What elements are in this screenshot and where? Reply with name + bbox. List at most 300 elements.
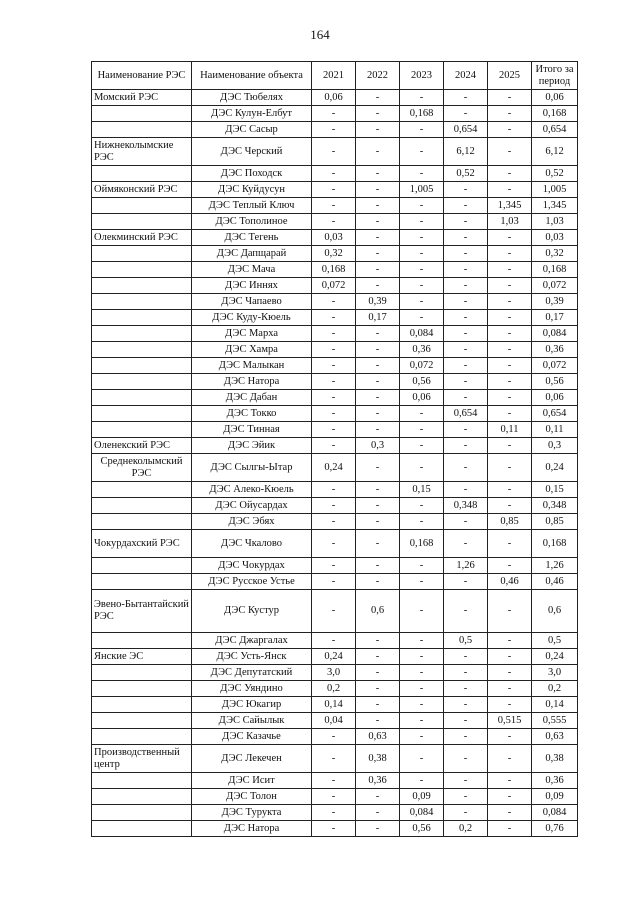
year-value-cell: - [400,558,444,574]
year-value-cell: 0,52 [444,166,488,182]
year-value-cell: - [312,374,356,390]
res-name-cell [92,342,192,358]
year-value-cell: - [312,633,356,649]
table-row [92,90,578,106]
year-value-cell: - [488,821,532,837]
year-value-cell: - [312,166,356,182]
table-row [92,182,578,198]
total-cell: 0,46 [532,574,578,590]
total-cell: 0,2 [532,681,578,697]
year-value-cell: - [488,697,532,713]
year-value-cell: - [488,590,532,633]
object-name-cell: ДЭС Теплый Ключ [192,198,312,214]
year-value-cell: - [312,498,356,514]
year-value-cell: - [444,422,488,438]
header-cell: 2022 [356,62,400,90]
object-name-cell: ДЭС Эбях [192,514,312,530]
year-value-cell: - [400,681,444,697]
object-name-cell: ДЭС Уяндино [192,681,312,697]
object-name-cell: ДЭС Сасыр [192,122,312,138]
year-value-cell: - [444,697,488,713]
res-name-cell [92,390,192,406]
year-value-cell: - [312,358,356,374]
table-row [92,278,578,294]
total-cell: 0,072 [532,278,578,294]
total-cell: 0,24 [532,649,578,665]
res-name-cell: Чокурдахский РЭС [92,530,192,558]
year-value-cell: 0,03 [312,230,356,246]
table-row [92,805,578,821]
res-name-cell [92,214,192,230]
year-value-cell: - [400,665,444,681]
year-value-cell: - [356,805,400,821]
year-value-cell: - [356,262,400,278]
object-name-cell: ДЭС Тополиное [192,214,312,230]
year-value-cell: - [312,590,356,633]
year-value-cell: - [356,342,400,358]
year-value-cell: - [444,454,488,482]
year-value-cell: - [400,294,444,310]
table-row [92,214,578,230]
year-value-cell: 0,11 [488,422,532,438]
year-value-cell: 0,36 [400,342,444,358]
table-row [92,773,578,789]
year-value-cell: 0,09 [400,789,444,805]
table-row [92,665,578,681]
year-value-cell: - [356,713,400,729]
object-name-cell: ДЭС Натора [192,821,312,837]
table-row [92,729,578,745]
year-value-cell: - [488,166,532,182]
year-value-cell: 0,2 [312,681,356,697]
year-value-cell: 0,2 [444,821,488,837]
year-value-cell: 0,6 [356,590,400,633]
table-row [92,574,578,590]
table-header-row [92,62,578,90]
object-name-cell: ДЭС Исит [192,773,312,789]
res-name-cell: Момский РЭС [92,90,192,106]
year-value-cell: 0,04 [312,713,356,729]
year-value-cell: - [488,310,532,326]
total-cell: 0,52 [532,166,578,182]
year-value-cell: 0,85 [488,514,532,530]
table-row [92,789,578,805]
object-name-cell: ДЭС Ойусардах [192,498,312,514]
year-value-cell: 3,0 [312,665,356,681]
table-row [92,230,578,246]
year-value-cell: - [488,805,532,821]
year-value-cell: - [312,182,356,198]
year-value-cell: - [444,590,488,633]
year-value-cell: - [312,530,356,558]
table-row [92,633,578,649]
header-cell: 2024 [444,62,488,90]
year-value-cell: - [400,138,444,166]
res-name-cell [92,406,192,422]
year-value-cell: - [488,530,532,558]
res-name-cell [92,713,192,729]
year-value-cell: 0,32 [312,246,356,262]
object-name-cell: ДЭС Натора [192,374,312,390]
table-row [92,198,578,214]
res-name-cell: Нижнеколымскиe РЭС [92,138,192,166]
res-name-cell: Среднеколымский РЭС [92,454,192,482]
year-value-cell: 0,654 [444,122,488,138]
header-cell: Наименование объекта [192,62,312,90]
year-value-cell: - [356,214,400,230]
total-cell: 3,0 [532,665,578,681]
table-row [92,649,578,665]
total-cell: 0,06 [532,90,578,106]
year-value-cell: - [400,230,444,246]
year-value-cell: 1,26 [444,558,488,574]
total-cell: 0,084 [532,326,578,342]
total-cell: 0,168 [532,530,578,558]
year-value-cell: 1,345 [488,198,532,214]
year-value-cell: - [488,246,532,262]
table-row [92,498,578,514]
object-name-cell: ДЭС Эйик [192,438,312,454]
year-value-cell: - [444,745,488,773]
table-row [92,530,578,558]
year-value-cell: - [312,294,356,310]
year-value-cell: - [444,438,488,454]
year-value-cell: - [488,90,532,106]
res-name-cell [92,482,192,498]
object-name-cell: ДЭС Тинная [192,422,312,438]
total-cell: 0,56 [532,374,578,390]
year-value-cell: 0,3 [356,438,400,454]
table-row [92,138,578,166]
year-value-cell: 0,515 [488,713,532,729]
total-cell: 0,072 [532,358,578,374]
table-row [92,262,578,278]
res-name-cell [92,246,192,262]
year-value-cell: 0,38 [356,745,400,773]
year-value-cell: - [444,514,488,530]
year-value-cell: - [488,789,532,805]
year-value-cell: - [312,390,356,406]
year-value-cell: - [400,310,444,326]
year-value-cell: - [312,729,356,745]
total-cell: 1,26 [532,558,578,574]
year-value-cell: 0,06 [312,90,356,106]
year-value-cell: - [444,729,488,745]
table-row [92,422,578,438]
year-value-cell: 0,36 [356,773,400,789]
res-name-cell [92,773,192,789]
table-row [92,374,578,390]
object-name-cell: ДЭС Тегень [192,230,312,246]
year-value-cell: - [444,681,488,697]
res-name-cell [92,198,192,214]
total-cell: 0,168 [532,106,578,122]
year-value-cell: - [312,745,356,773]
year-value-cell: 0,56 [400,374,444,390]
year-value-cell: - [488,665,532,681]
year-value-cell: - [356,182,400,198]
object-name-cell: ДЭС Чокурдах [192,558,312,574]
header-cell: 2025 [488,62,532,90]
year-value-cell: - [312,805,356,821]
year-value-cell: - [400,90,444,106]
res-name-cell: Производственный центр [92,745,192,773]
res-name-cell [92,422,192,438]
year-value-cell: - [356,198,400,214]
object-name-cell: ДЭС Депутатский [192,665,312,681]
object-name-cell: ДЭС Русское Устье [192,574,312,590]
res-name-cell [92,665,192,681]
year-value-cell: 0,168 [400,530,444,558]
year-value-cell: - [312,138,356,166]
year-value-cell: - [444,294,488,310]
year-value-cell: - [400,246,444,262]
object-name-cell: ДЭС Сайылык [192,713,312,729]
year-value-cell: - [356,498,400,514]
object-name-cell: ДЭС Кулун-Елбут [192,106,312,122]
year-value-cell: - [488,558,532,574]
year-value-cell: - [488,406,532,422]
year-value-cell: - [356,390,400,406]
year-value-cell: - [444,278,488,294]
res-name-cell [92,326,192,342]
year-value-cell: - [444,342,488,358]
year-value-cell: - [356,90,400,106]
year-value-cell: 0,24 [312,649,356,665]
year-value-cell: - [356,574,400,590]
year-value-cell: - [488,122,532,138]
res-name-cell [92,278,192,294]
total-cell: 0,14 [532,697,578,713]
year-value-cell: - [488,294,532,310]
object-name-cell: ДЭС Толон [192,789,312,805]
year-value-cell: - [312,438,356,454]
year-value-cell: - [312,310,356,326]
year-value-cell: 0,15 [400,482,444,498]
year-value-cell: - [400,574,444,590]
investment-table [91,61,578,837]
total-cell: 0,654 [532,406,578,422]
res-name-cell: Олекминский РЭС [92,230,192,246]
year-value-cell: 0,46 [488,574,532,590]
year-value-cell: - [444,374,488,390]
year-value-cell: - [488,729,532,745]
year-value-cell: - [356,406,400,422]
year-value-cell: - [400,633,444,649]
year-value-cell: - [312,514,356,530]
year-value-cell: - [356,230,400,246]
res-name-cell: Оленекский РЭС [92,438,192,454]
table-row [92,326,578,342]
res-name-cell: Эвено-Бытантайский РЭС [92,590,192,633]
year-value-cell: 0,17 [356,310,400,326]
year-value-cell: - [400,214,444,230]
year-value-cell: - [400,514,444,530]
year-value-cell: - [444,482,488,498]
table-body [92,90,578,837]
table-row [92,310,578,326]
total-cell: 0,06 [532,390,578,406]
year-value-cell: - [312,326,356,342]
year-value-cell: - [444,262,488,278]
year-value-cell: - [356,138,400,166]
table-row [92,358,578,374]
total-cell: 0,11 [532,422,578,438]
year-value-cell: - [312,214,356,230]
year-value-cell: - [444,90,488,106]
object-name-cell: ДЭС Черский [192,138,312,166]
header-cell: 2021 [312,62,356,90]
year-value-cell: - [356,482,400,498]
total-cell: 0,76 [532,821,578,837]
year-value-cell: - [356,530,400,558]
year-value-cell: - [400,262,444,278]
year-value-cell: - [488,342,532,358]
page-number: 164 [310,27,330,42]
year-value-cell: - [400,406,444,422]
year-value-cell: - [444,530,488,558]
year-value-cell: - [488,278,532,294]
object-name-cell: ДЭС Куду-Кюель [192,310,312,326]
year-value-cell: - [400,498,444,514]
year-value-cell: - [312,574,356,590]
year-value-cell: - [312,122,356,138]
total-cell: 0,17 [532,310,578,326]
year-value-cell: - [488,649,532,665]
year-value-cell: - [356,122,400,138]
table-row [92,514,578,530]
table-row [92,454,578,482]
object-name-cell: ДЭС Дабан [192,390,312,406]
total-cell: 0,38 [532,745,578,773]
year-value-cell: - [356,514,400,530]
res-name-cell [92,166,192,182]
year-value-cell: - [400,697,444,713]
total-cell: 0,09 [532,789,578,805]
object-name-cell: ДЭС Марха [192,326,312,342]
year-value-cell: - [312,198,356,214]
year-value-cell: 0,168 [400,106,444,122]
year-value-cell: - [356,358,400,374]
object-name-cell: ДЭС Юкагир [192,697,312,713]
res-name-cell [92,106,192,122]
year-value-cell: - [356,649,400,665]
year-value-cell: - [488,773,532,789]
object-name-cell: ДЭС Кустур [192,590,312,633]
year-value-cell: - [444,310,488,326]
year-value-cell: - [400,745,444,773]
res-name-cell [92,805,192,821]
table-row [92,697,578,713]
year-value-cell: 0,5 [444,633,488,649]
year-value-cell: - [312,558,356,574]
year-value-cell: - [488,230,532,246]
object-name-cell: ДЭС Чапаево [192,294,312,310]
year-value-cell: 0,24 [312,454,356,482]
year-value-cell: - [488,454,532,482]
year-value-cell: - [356,374,400,390]
year-value-cell: - [356,246,400,262]
res-name-cell [92,697,192,713]
total-cell: 0,39 [532,294,578,310]
object-name-cell: ДЭС Турукта [192,805,312,821]
year-value-cell: - [356,665,400,681]
year-value-cell: - [488,262,532,278]
total-cell: 0,32 [532,246,578,262]
year-value-cell: - [356,454,400,482]
year-value-cell: - [312,482,356,498]
object-name-cell: ДЭС Чкалово [192,530,312,558]
object-name-cell: ДЭС Джаргалах [192,633,312,649]
year-value-cell: 0,072 [400,358,444,374]
res-name-cell [92,374,192,390]
year-value-cell: - [312,422,356,438]
year-value-cell: 0,654 [444,406,488,422]
year-value-cell: - [356,681,400,697]
res-name-cell [92,789,192,805]
year-value-cell: - [356,789,400,805]
year-value-cell: - [356,106,400,122]
year-value-cell: - [444,789,488,805]
year-value-cell: - [312,342,356,358]
year-value-cell: - [356,633,400,649]
object-name-cell: ДЭС Малыкан [192,358,312,374]
total-cell: 0,63 [532,729,578,745]
year-value-cell: - [400,729,444,745]
total-cell: 0,36 [532,773,578,789]
total-cell: 0,15 [532,482,578,498]
total-cell: 0,654 [532,122,578,138]
year-value-cell: - [444,358,488,374]
table-row [92,106,578,122]
object-name-cell: ДЭС Лекечен [192,745,312,773]
year-value-cell: 0,348 [444,498,488,514]
total-cell: 0,348 [532,498,578,514]
total-cell: 0,168 [532,262,578,278]
res-name-cell [92,358,192,374]
year-value-cell: - [356,326,400,342]
res-name-cell [92,310,192,326]
total-cell: 0,3 [532,438,578,454]
year-value-cell: - [444,574,488,590]
year-value-cell: - [400,590,444,633]
header-cell: Наименование РЭС [92,62,192,90]
table-row [92,406,578,422]
year-value-cell: - [312,406,356,422]
year-value-cell: - [488,681,532,697]
table-row [92,482,578,498]
year-value-cell: - [444,665,488,681]
year-value-cell: - [356,558,400,574]
header-cell: 2023 [400,62,444,90]
year-value-cell: 0,06 [400,390,444,406]
total-cell: 0,24 [532,454,578,482]
res-name-cell [92,122,192,138]
year-value-cell: - [488,438,532,454]
res-name-cell [92,498,192,514]
res-name-cell [92,821,192,837]
total-cell: 1,03 [532,214,578,230]
total-cell: 0,5 [532,633,578,649]
object-name-cell: ДЭС Походск [192,166,312,182]
year-value-cell: 1,03 [488,214,532,230]
year-value-cell: - [400,422,444,438]
table-row [92,342,578,358]
year-value-cell: 0,168 [312,262,356,278]
year-value-cell: - [400,438,444,454]
year-value-cell: 0,39 [356,294,400,310]
year-value-cell: - [312,106,356,122]
